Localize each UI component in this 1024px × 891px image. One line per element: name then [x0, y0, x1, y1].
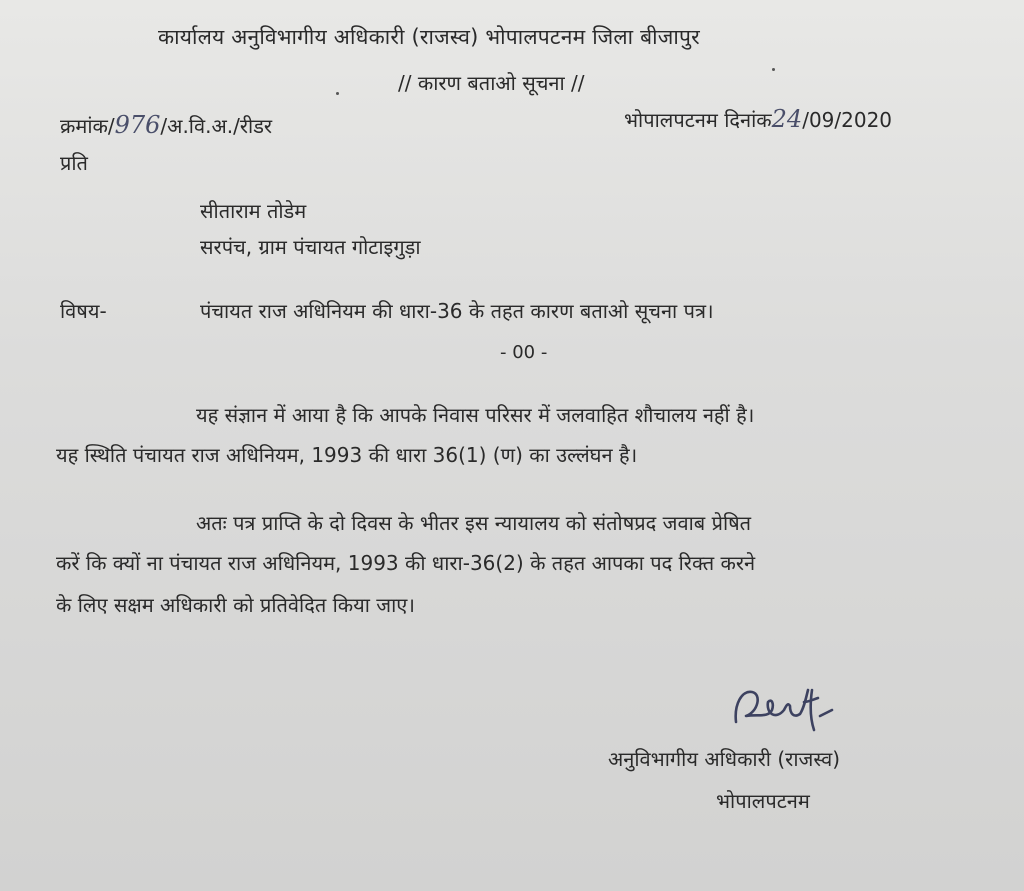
date-day: 24: [771, 105, 803, 133]
date-rest: /09/2020: [802, 108, 893, 132]
notice-title: // कारण बताओ सूचना //: [398, 71, 585, 95]
reference-number: 976: [114, 111, 161, 139]
signatory-designation: अनुविभागीय अधिकारी (राजस्व): [608, 747, 841, 771]
recipient-designation: सरपंच, ग्राम पंचायत गोटाइगुड़ा: [200, 235, 421, 259]
office-header: कार्यालय अनुविभागीय अधिकारी (राजस्व) भोपालपटनम जिला बीजापुर: [158, 25, 700, 49]
para2-line2: करें कि क्यों ना पंचायत राज अधिनियम, 1993 की धारा-36(2) के तहत आपका पद रिक्त करने: [56, 551, 756, 575]
para2-line3: के लिए सक्षम अधिकारी को प्रतिवेदित किया जाए।: [56, 593, 415, 617]
paper-speck: [772, 68, 775, 71]
to-label: प्रति: [60, 151, 88, 175]
reference-label: क्रमांक/: [60, 114, 115, 138]
reference-line: [60, 112, 272, 139]
reference-suffix: /अ.वि.अ./रीडर: [160, 114, 273, 138]
para1-line2: यह स्थिति पंचायत राज अधिनियम, 1993 की धारा 36(1) (ण) का उल्लंघन है।: [56, 443, 638, 467]
separator: - 00 -: [500, 342, 548, 363]
date-label: दिनांक: [724, 108, 772, 132]
signature-mark: [728, 680, 838, 740]
para2-line1: अतः पत्र प्राप्ति के दो दिवस के भीतर इस न्यायालय को संतोषप्रद जवाब प्रेषित: [196, 511, 752, 535]
paper-speck: [336, 92, 339, 95]
recipient-name: सीताराम तोडेम: [200, 199, 307, 223]
signatory-place: भोपालपटनम: [716, 789, 810, 813]
date-place: भोपालपटनम: [624, 108, 718, 132]
para1-line1: यह संज्ञान में आया है कि आपके निवास परिसर में जलवाहित शौचालय नहीं है।: [196, 403, 755, 427]
subject-text: पंचायत राज अधिनियम की धारा-36 के तहत कारण बताओ सूचना पत्र।: [200, 299, 714, 323]
date-line: [624, 106, 892, 133]
subject-label: विषय-: [60, 299, 107, 323]
